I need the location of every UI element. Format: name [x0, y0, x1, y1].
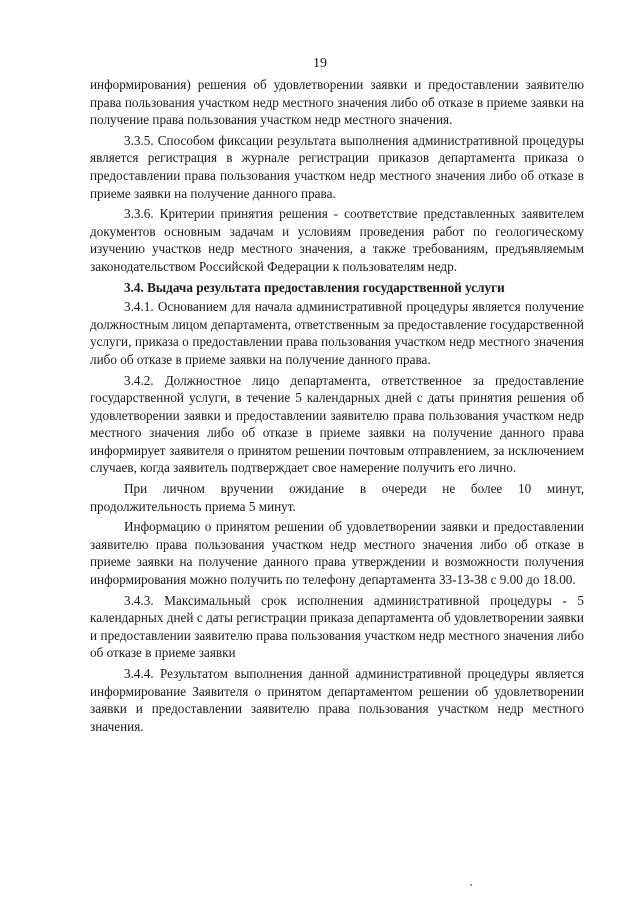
- paragraph-phone-info: Информацию о принятом решении об удовлетворении заявки и предоставлении заявителю права пользования участком недр местного значения либо об отказе в приеме заявки на получение данного права утверждении и возможности получения информирования можно получить по телефону департамента 33-13-38 с 9.00 до 18.00.: [90, 519, 584, 588]
- page-number: 19: [313, 56, 327, 71]
- paragraph-3-4-4: 3.4.4. Результатом выполнения данной административной процедуры является информирование Заявителя о принятом департаментом решении об удовлетворении заявки и предоставлении заявителю права пользования участком недр местного значения.: [90, 666, 584, 734]
- paragraph-3-4-2: 3.4.2. Должностное лицо департамента, ответственное за предоставление государственной услуги, в течение 5 календарных дней с даты принятия решения об удовлетворении заявки и предоставлении заявителю права пользования участком недр местного значения либо об отказе в приеме заявки на получение данного права информирует заявителя о принятом решении почтовым отправлением, за исключением случаев, когда заявитель подтверждает свое намерение получить его лично.: [90, 372, 584, 476]
- scan-speck: [470, 884, 472, 886]
- document-body: [90, 76, 584, 738]
- paragraph-3-3-5: 3.3.5. Способом фиксации результата выполнения административной процедуры является регистрация в журнале регистрации приказов департамента приказа о предоставлении права пользования участком недр местного значения либо об отказе в приеме заявки на получение данного права.: [90, 132, 584, 201]
- paragraph-personal-delivery: При личном вручении ожидание в очереди не более 10 минут, продолжительность приема 5 минут.: [90, 481, 584, 514]
- paragraph-continuation: информирования) решения об удовлетворении заявки и предоставлении заявителю права пользования участком недр местного значения либо об отказе в приеме заявки на получение права пользования участком недр местного значения.: [90, 77, 584, 128]
- paragraph-3-4-3: 3.4.3. Максимальный срок исполнения административной процедуры - 5 календарных дней с даты регистрации приказа департамента об удовлетворении заявки и предоставлении заявителю права пользования участком недр местного значения либо об отказе в приеме заявки: [90, 592, 584, 661]
- paragraph-3-3-6: 3.3.6. Критерии принятия решения - соответствие представленных заявителем документов основным задачам и условиям проведения работ по геологическому изучению участков недр местного значения, а также требованиям, предъявляемым законодательством Российской Федерации к пользователям недр.: [90, 206, 584, 274]
- section-heading-3-4: 3.4. Выдача результата предоставления государственной услуги: [124, 279, 505, 295]
- paragraph-3-4-1: 3.4.1. Основанием для начала административной процедуры является получение должностным лицом департамента, ответственным за предоставление государственной услуги, приказа о предоставлении права пользования участком недр местного значения либо об отказе в приеме заявки на получение данного права.: [90, 299, 584, 367]
